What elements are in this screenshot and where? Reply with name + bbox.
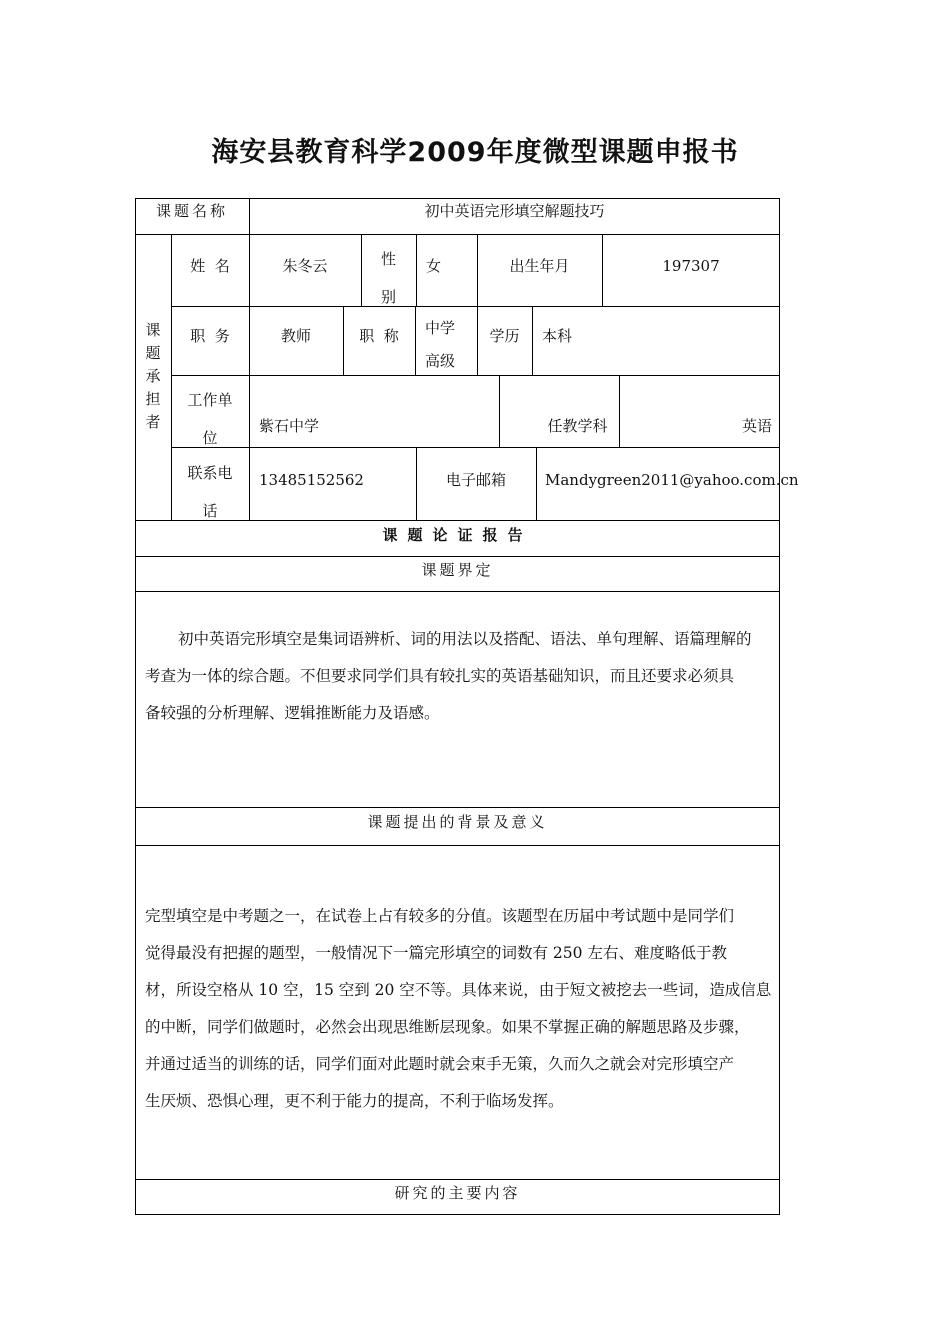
column-divider — [415, 306, 416, 375]
position-label: 职 务 — [190, 327, 230, 345]
row-divider — [135, 556, 780, 557]
row-divider — [135, 807, 780, 808]
education-value: 本科 — [542, 327, 573, 345]
column-divider — [532, 306, 533, 375]
row-divider — [135, 1179, 780, 1180]
gender-value: 女 — [426, 257, 442, 275]
unit-value: 紫石中学 — [259, 417, 320, 435]
report-heading: 课题论证报告 — [382, 526, 533, 544]
definition-text: 初中英语完形填空是集词语辨析、词的用法以及搭配、语法、单句理解、语篇理解的 考查为一体的综合题。不但要求同学们具有较扎实的英语基础知识，而且还要求必须具 备较强的分析理解、逻辑推断能力及语感。 — [145, 630, 752, 722]
row-divider — [171, 375, 780, 376]
subject-label: 任教学科 — [547, 417, 608, 435]
phone-label: 联系电 话 — [187, 464, 233, 520]
name-value: 朱冬云 — [282, 257, 328, 275]
column-divider — [499, 375, 500, 447]
row-divider — [135, 591, 780, 592]
column-divider — [416, 234, 417, 306]
topic-value: 初中英语完形填空解题技巧 — [424, 202, 605, 220]
subject-value: 英语 — [741, 417, 772, 435]
title-label: 职 称 — [359, 327, 399, 345]
background-text: 完型填空是中考题之一，在试卷上占有较多的分值。该题型在历届中考试题中是同学们 觉得最没有把握的题型，一般情况下一篇完形填空的词数有 250 左右、难度略低于教 材，所设空格从 10 空，15 空到 20 空不等。具体来说，由于短文被挖去一些词，造成信息 的中断，同学们做题时，必然会出现思维断层现象。如果不掌握正确的解题思路及步骤， 并通过适当的训练的话，同学们面对此题时就会束手无策，久而久之就会对完形填空产 生厌烦、恐惧心理，更不利于能力的提高，不利于临场发挥。 — [145, 907, 772, 1110]
row-divider — [135, 845, 780, 846]
undertaker-label: 课 题 承 担 者 — [145, 321, 161, 431]
gender-label: 性 别 — [380, 250, 396, 306]
background-heading: 课题提出的背景及意义 — [367, 813, 548, 831]
column-divider — [536, 447, 537, 520]
content-heading: 研究的主要内容 — [394, 1184, 521, 1202]
column-divider — [249, 234, 250, 520]
row-divider — [171, 306, 780, 307]
document-title: 海安县教育科学2009年度微型课题申报书 — [211, 137, 739, 168]
topic-label: 课题名称 — [155, 202, 228, 220]
unit-label: 工作单 位 — [187, 391, 233, 447]
name-label: 姓 名 — [190, 257, 230, 275]
email-label: 电子邮箱 — [445, 471, 506, 489]
row-divider — [135, 234, 780, 235]
birth-value: 197307 — [662, 257, 720, 275]
email-value: Mandygreen2011@yahoo.com.cn — [545, 471, 799, 489]
title-value: 中学 高级 — [425, 319, 456, 370]
definition-heading: 课题界定 — [421, 561, 494, 579]
phone-value: 13485152562 — [259, 471, 364, 489]
row-divider — [171, 447, 780, 448]
position-value: 教师 — [280, 327, 311, 345]
education-label: 学历 — [489, 327, 520, 345]
column-divider — [619, 375, 620, 447]
birth-label: 出生年月 — [509, 257, 570, 275]
